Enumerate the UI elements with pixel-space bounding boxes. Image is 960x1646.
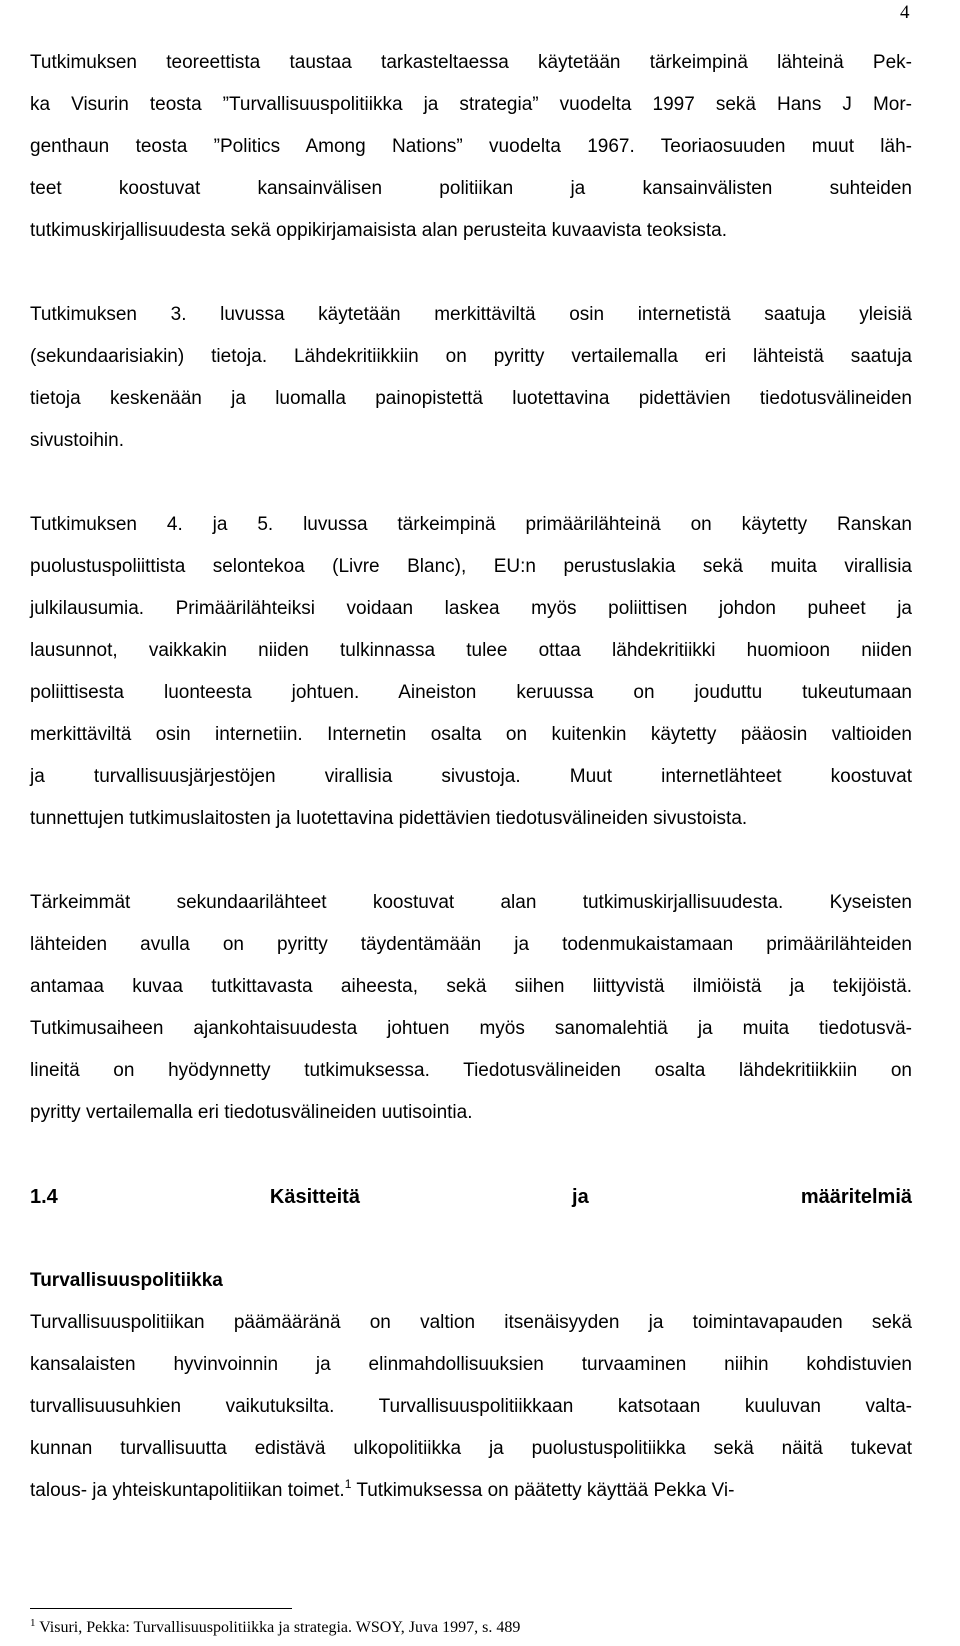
paragraph-line: ka Visurin teosta ”Turvallisuuspolitiikka ja strategia” vuodelta 1997 sekä Hans J Mor-	[30, 94, 912, 115]
paragraph	[30, 504, 912, 840]
paragraph-line: ja turvallisuusjärjestöjen virallisia sivustoja. Muut internetlähteet koostuvat	[30, 766, 912, 787]
footnote-number: 1	[30, 1617, 36, 1629]
subsection-heading: Turvallisuuspolitiikka	[30, 1270, 223, 1291]
footnote-reference[interactable]: 1	[344, 1477, 352, 1491]
paragraph-line: merkittäviltä osin internetiin. Internetin osalta on kuitenkin käytetty pääosin valtioiden	[30, 724, 912, 745]
paragraph-line: tunnettujen tutkimuslaitosten ja luotettavina pidettävien tiedotusvälineiden sivustoista.	[30, 808, 748, 829]
paragraph-line: sivustoihin.	[30, 430, 124, 451]
paragraph-line: julkilausumia. Primäärilähteiksi voidaan laskea myös poliittisen johdon puheet ja	[30, 598, 912, 619]
section-heading: 1.4 Käsitteitä ja määritelmiä	[30, 1186, 912, 1208]
paragraph-line: lähteiden avulla on pyritty täydentämään ja todenmukaistamaan primäärilähteiden	[30, 934, 912, 955]
paragraph-line: teet koostuvat kansainvälisen politiikan ja kansainvälisten suhteiden	[30, 178, 912, 199]
paragraph-line: Tutkimuksen teoreettista taustaa tarkasteltaessa käytetään tärkeimpinä lähteinä Pek-	[30, 52, 912, 73]
line-text: talous- ja yhteiskuntapolitiikan toimet.	[30, 1480, 345, 1501]
paragraph-line: genthaun teosta ”Politics Among Nations” vuodelta 1967. Teoriaosuuden muut läh-	[30, 136, 912, 157]
paragraph-line: (sekundaarisiakin) tietoja. Lähdekritiikkiin on pyritty vertailemalla eri lähteistä saatuja	[30, 346, 912, 367]
subsection-paragraph	[30, 1302, 912, 1470]
paragraph-line: Tutkimuksen 4. ja 5. luvussa tärkeimpinä primäärilähteinä on käytetty Ranskan	[30, 514, 912, 535]
page-number: 4	[900, 2, 910, 23]
footnote-divider	[30, 1608, 292, 1609]
paragraph-line: Tutkimusaiheen ajankohtaisuudesta johtuen myös sanomalehtiä ja muita tiedotusvä-	[30, 1018, 912, 1039]
paragraph-line: kansalaisten hyvinvoinnin ja elinmahdollisuuksien turvaaminen niihin kohdistuvien	[30, 1354, 912, 1375]
paragraph-line: turvallisuusuhkien vaikutuksilta. Turvallisuuspolitiikkaan katsotaan kuuluvan valta-	[30, 1396, 912, 1417]
footnote	[30, 1618, 520, 1638]
paragraph-line: lausunnot, vaikkakin niiden tulkinnassa tulee ottaa lähdekritiikki huomioon niiden	[30, 640, 912, 661]
paragraph-line: poliittisesta luonteesta johtuen. Aineiston keruussa on jouduttu tukeutumaan	[30, 682, 912, 703]
line-text: Tutkimuksessa on päätetty käyttää Pekka Vi-	[351, 1480, 735, 1501]
paragraph-line: tietoja keskenään ja luomalla painopistettä luotettavina pidettävien tiedotusvälineiden	[30, 388, 912, 409]
paragraphs	[30, 42, 912, 1134]
paragraph-line: Tärkeimmät sekundaarilähteet koostuvat alan tutkimuskirjallisuudesta. Kyseisten	[30, 892, 912, 913]
document-body	[30, 42, 912, 1512]
paragraph-line	[30, 1470, 912, 1512]
paragraph	[30, 294, 912, 462]
paragraph-line: tutkimuskirjallisuudesta sekä oppikirjamaisista alan perusteita kuvaavista teoksista.	[30, 220, 727, 241]
paragraph-line: antamaa kuvaa tutkittavasta aiheesta, sekä siihen liittyvistä ilmiöistä ja tekijöistä.	[30, 976, 912, 997]
paragraph-line: kunnan turvallisuutta edistävä ulkopolitiikka ja puolustuspolitiikka sekä näitä tukevat	[30, 1438, 912, 1459]
paragraph-line: puolustuspoliittista selontekoa (Livre Blanc), EU:n perustuslakia sekä muita virallisia	[30, 556, 912, 577]
paragraph-line: Tutkimuksen 3. luvussa käytetään merkittäviltä osin internetistä saatuja yleisiä	[30, 304, 912, 325]
paragraph-line: lineitä on hyödynnetty tutkimuksessa. Tiedotusvälineiden osalta lähdekritiikkiin on	[30, 1060, 912, 1081]
paragraph-line: Turvallisuuspolitiikan päämääränä on valtion itsenäisyyden ja toimintavapauden sekä	[30, 1312, 912, 1333]
paragraph	[30, 882, 912, 1134]
paragraph	[30, 42, 912, 252]
paragraph-line: pyritty vertailemalla eri tiedotusvälineiden uutisointia.	[30, 1102, 473, 1123]
footnote-text: Visuri, Pekka: Turvallisuuspolitiikka ja strategia. WSOY, Juva 1997, s. 489	[35, 1619, 521, 1636]
